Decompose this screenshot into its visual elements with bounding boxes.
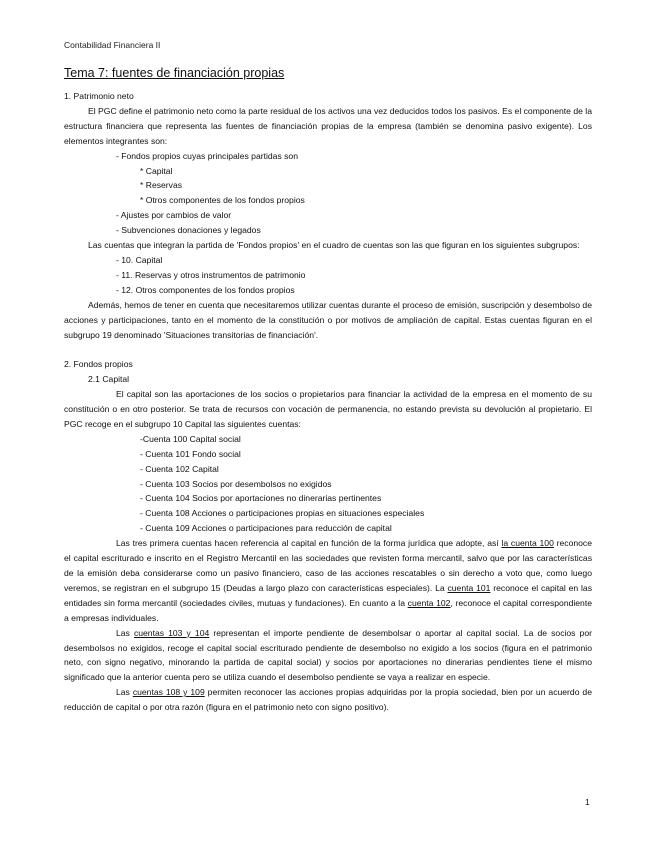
text-run: Las tres primera cuentas hacen referencia al capital en función de la forma jurídica que adopte, así [116, 538, 502, 549]
list-item: * Reservas [140, 180, 183, 191]
underlined-term: cuentas 103 y 104 [133, 627, 210, 638]
section-2-paragraph-4 [64, 685, 592, 715]
section-2-paragraph-1: El capital son las aportaciones de los socios o propietarios para financiar la actividad de la empresa en el momento de su constitución o en otro posterior. Se trata de recursos con vocación de permanencia, no estando prevista su devolución al propietario. El PGC recoge en el subgrupo 10 Capital las siguientes cuentas: [64, 389, 592, 429]
list-item: - Subvenciones donaciones y legados [116, 225, 261, 236]
list-item: - 12. Otros componentes de los fondos propios [116, 284, 295, 295]
spacer [64, 342, 592, 357]
accounts-list [64, 432, 592, 536]
subgroups-list [64, 253, 592, 298]
section-1-paragraph-3: Además, hemos de tener en cuenta que necesitaremos utilizar cuentas durante el proceso de emisión, suscripción y desembolso de acciones y participaciones, tanto en el momento de la constitución o por motivos de ampliación de capital. Estas cuentas figuran en el subgrupo 19 denominado 'Situaciones transitorias de financiación'. [64, 299, 592, 340]
page-title: Tema 7: fuentes de financiación propias [64, 66, 285, 80]
list-item: - Cuenta 101 Fondo social [140, 448, 241, 459]
list-item: - Cuenta 102 Capital [140, 463, 219, 474]
list-item: - 10. Capital [116, 254, 163, 265]
underlined-term: cuentas 108 y 109 [132, 687, 205, 698]
list-item: - Cuenta 103 Socios por desembolsos no exigidos [140, 478, 332, 489]
text-run: Las [116, 627, 134, 638]
page-number: 1 [585, 797, 590, 807]
text-run: reconoce el capital en las entidades sin forma mercantil (sociedades civiles, mutuas y fundaciones). En cuanto a la [64, 582, 592, 608]
text-run: reconoce el capital escriturado e inscrito en el Registro Mercantil en las sociedades que revisten forma mercantil, salvo que por las características de la emisión deba considerarse como un pasivo financiero, caso de las acciones rescatables o sin derecho a voto que, como luego veremos, se registran en el subgrupo 15 (Deudas a largo plazo con características especiales). La [64, 538, 592, 593]
patrimonio-elements-list [64, 149, 592, 238]
section-1-heading: 1. Patrimonio neto [64, 91, 134, 101]
underlined-term: cuenta 101 [447, 582, 491, 593]
document-body [64, 64, 592, 715]
text-run: Las [116, 687, 133, 698]
list-item: -Cuenta 100 Capital social [140, 433, 241, 444]
underlined-term: la cuenta 100 [501, 538, 554, 549]
section-2-heading: 2. Fondos propios [64, 359, 133, 370]
text-run: permiten reconocer las acciones propias adquiridas por la propia sociedad, bien por un acuerdo de reducción de capital o por otra razón (figura en el patrimonio neto con signo positivo). [64, 687, 592, 713]
section-1-paragraph-1: El PGC define el patrimonio neto como la parte residual de los activos una vez deducidos todos los pasivos. Es el componente de la estructura financiera que representa las fuentes de financiación propias de la empresa (también se denomina pasivo exigente). Los elementos integrantes son: [64, 105, 592, 146]
section-2-paragraph-3 [64, 626, 592, 686]
subsection-heading: 2.1 Capital [88, 374, 130, 385]
list-item: * Capital [140, 165, 173, 176]
list-item: - Ajustes por cambios de valor [116, 210, 232, 221]
running-header: Contabilidad Financiera II [64, 40, 161, 50]
list-item: - 11. Reservas y otros instrumentos de patrimonio [116, 269, 306, 280]
text-run: representan el importe pendiente de desembolsar o aportar al capital social. La de socios por desembolsos no exigidos, recoge el capital social escriturado pendiente de desembolso no exigido a los socios (figura en el patrimonio neto, con signo negativo, minorando la partida de capital social) y socios por aportaciones no dinerarias pendientes tiene el mismo significado que la anterior cuenta pero se utiliza cuando el desembolso pendiente se vaya a realizar en especie. [64, 627, 592, 683]
underlined-term: cuenta 102 [407, 597, 451, 608]
list-item: * Otros componentes de los fondos propios [140, 195, 305, 206]
list-item: - Cuenta 104 Socios por aportaciones no dinerarias pertinentes [140, 493, 382, 504]
text-run: , reconoce el capital correspondiente a empresas individuales. [64, 597, 593, 623]
list-item: - Fondos propios cuyas principales partidas son [116, 150, 298, 161]
section-1-paragraph-2: Las cuentas que integran la partida de 'Fondos propios' en el cuadro de cuentas son las que figuran en los siguientes subgrupos: [88, 240, 580, 251]
list-item: - Cuenta 109 Acciones o participaciones para reducción de capital [140, 523, 392, 534]
section-2-paragraph-2 [64, 536, 592, 625]
list-item: - Cuenta 108 Acciones o participaciones propias en situaciones especiales [140, 508, 425, 519]
